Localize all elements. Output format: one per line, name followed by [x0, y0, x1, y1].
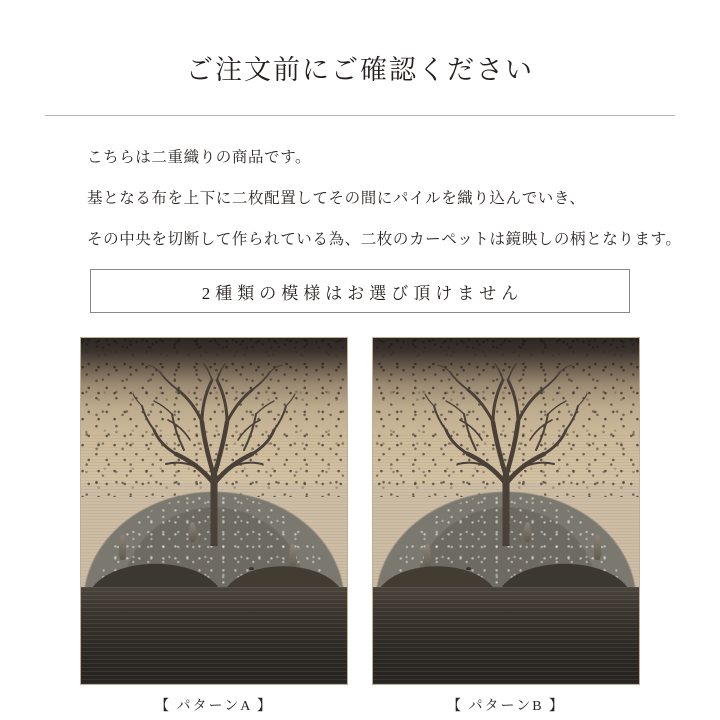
notice-text: 2種類の模様はお選び頂けません: [201, 283, 524, 303]
pattern-comparison: [80, 337, 640, 715]
description-line-1: こちらは二重織りの商品です。: [87, 149, 312, 166]
rug-lower-grain: [81, 587, 347, 684]
rug-image-pattern-b: [372, 337, 640, 685]
description-block: [87, 146, 682, 252]
shrub-left: [594, 534, 601, 560]
description-line-2: 基となる布を上下に二枚配置してその間にパイルを織り込んでいき、: [87, 190, 586, 208]
page-title: ご注文前にご確認ください: [186, 55, 534, 85]
rug-image-pattern-a: [80, 337, 348, 685]
pattern-item-a: [80, 337, 348, 715]
tree-of-life-motif: [124, 356, 304, 546]
pattern-a-caption: 【 パターンA 】: [154, 699, 274, 715]
description-line-3: その中央を切断して作られている為、二枚のカーペットは鏡映しの柄となります。: [87, 231, 682, 249]
notice-box: [90, 269, 630, 313]
tree-of-life-motif: [416, 356, 596, 546]
shrub-center: [189, 522, 196, 542]
shrub-center: [524, 522, 531, 542]
pattern-b-caption: 【 パターンB 】: [446, 699, 566, 715]
pattern-item-b: [372, 337, 640, 715]
shrub-left: [119, 534, 126, 560]
title-divider: [45, 115, 675, 116]
rug-lower-grain: [373, 587, 639, 684]
